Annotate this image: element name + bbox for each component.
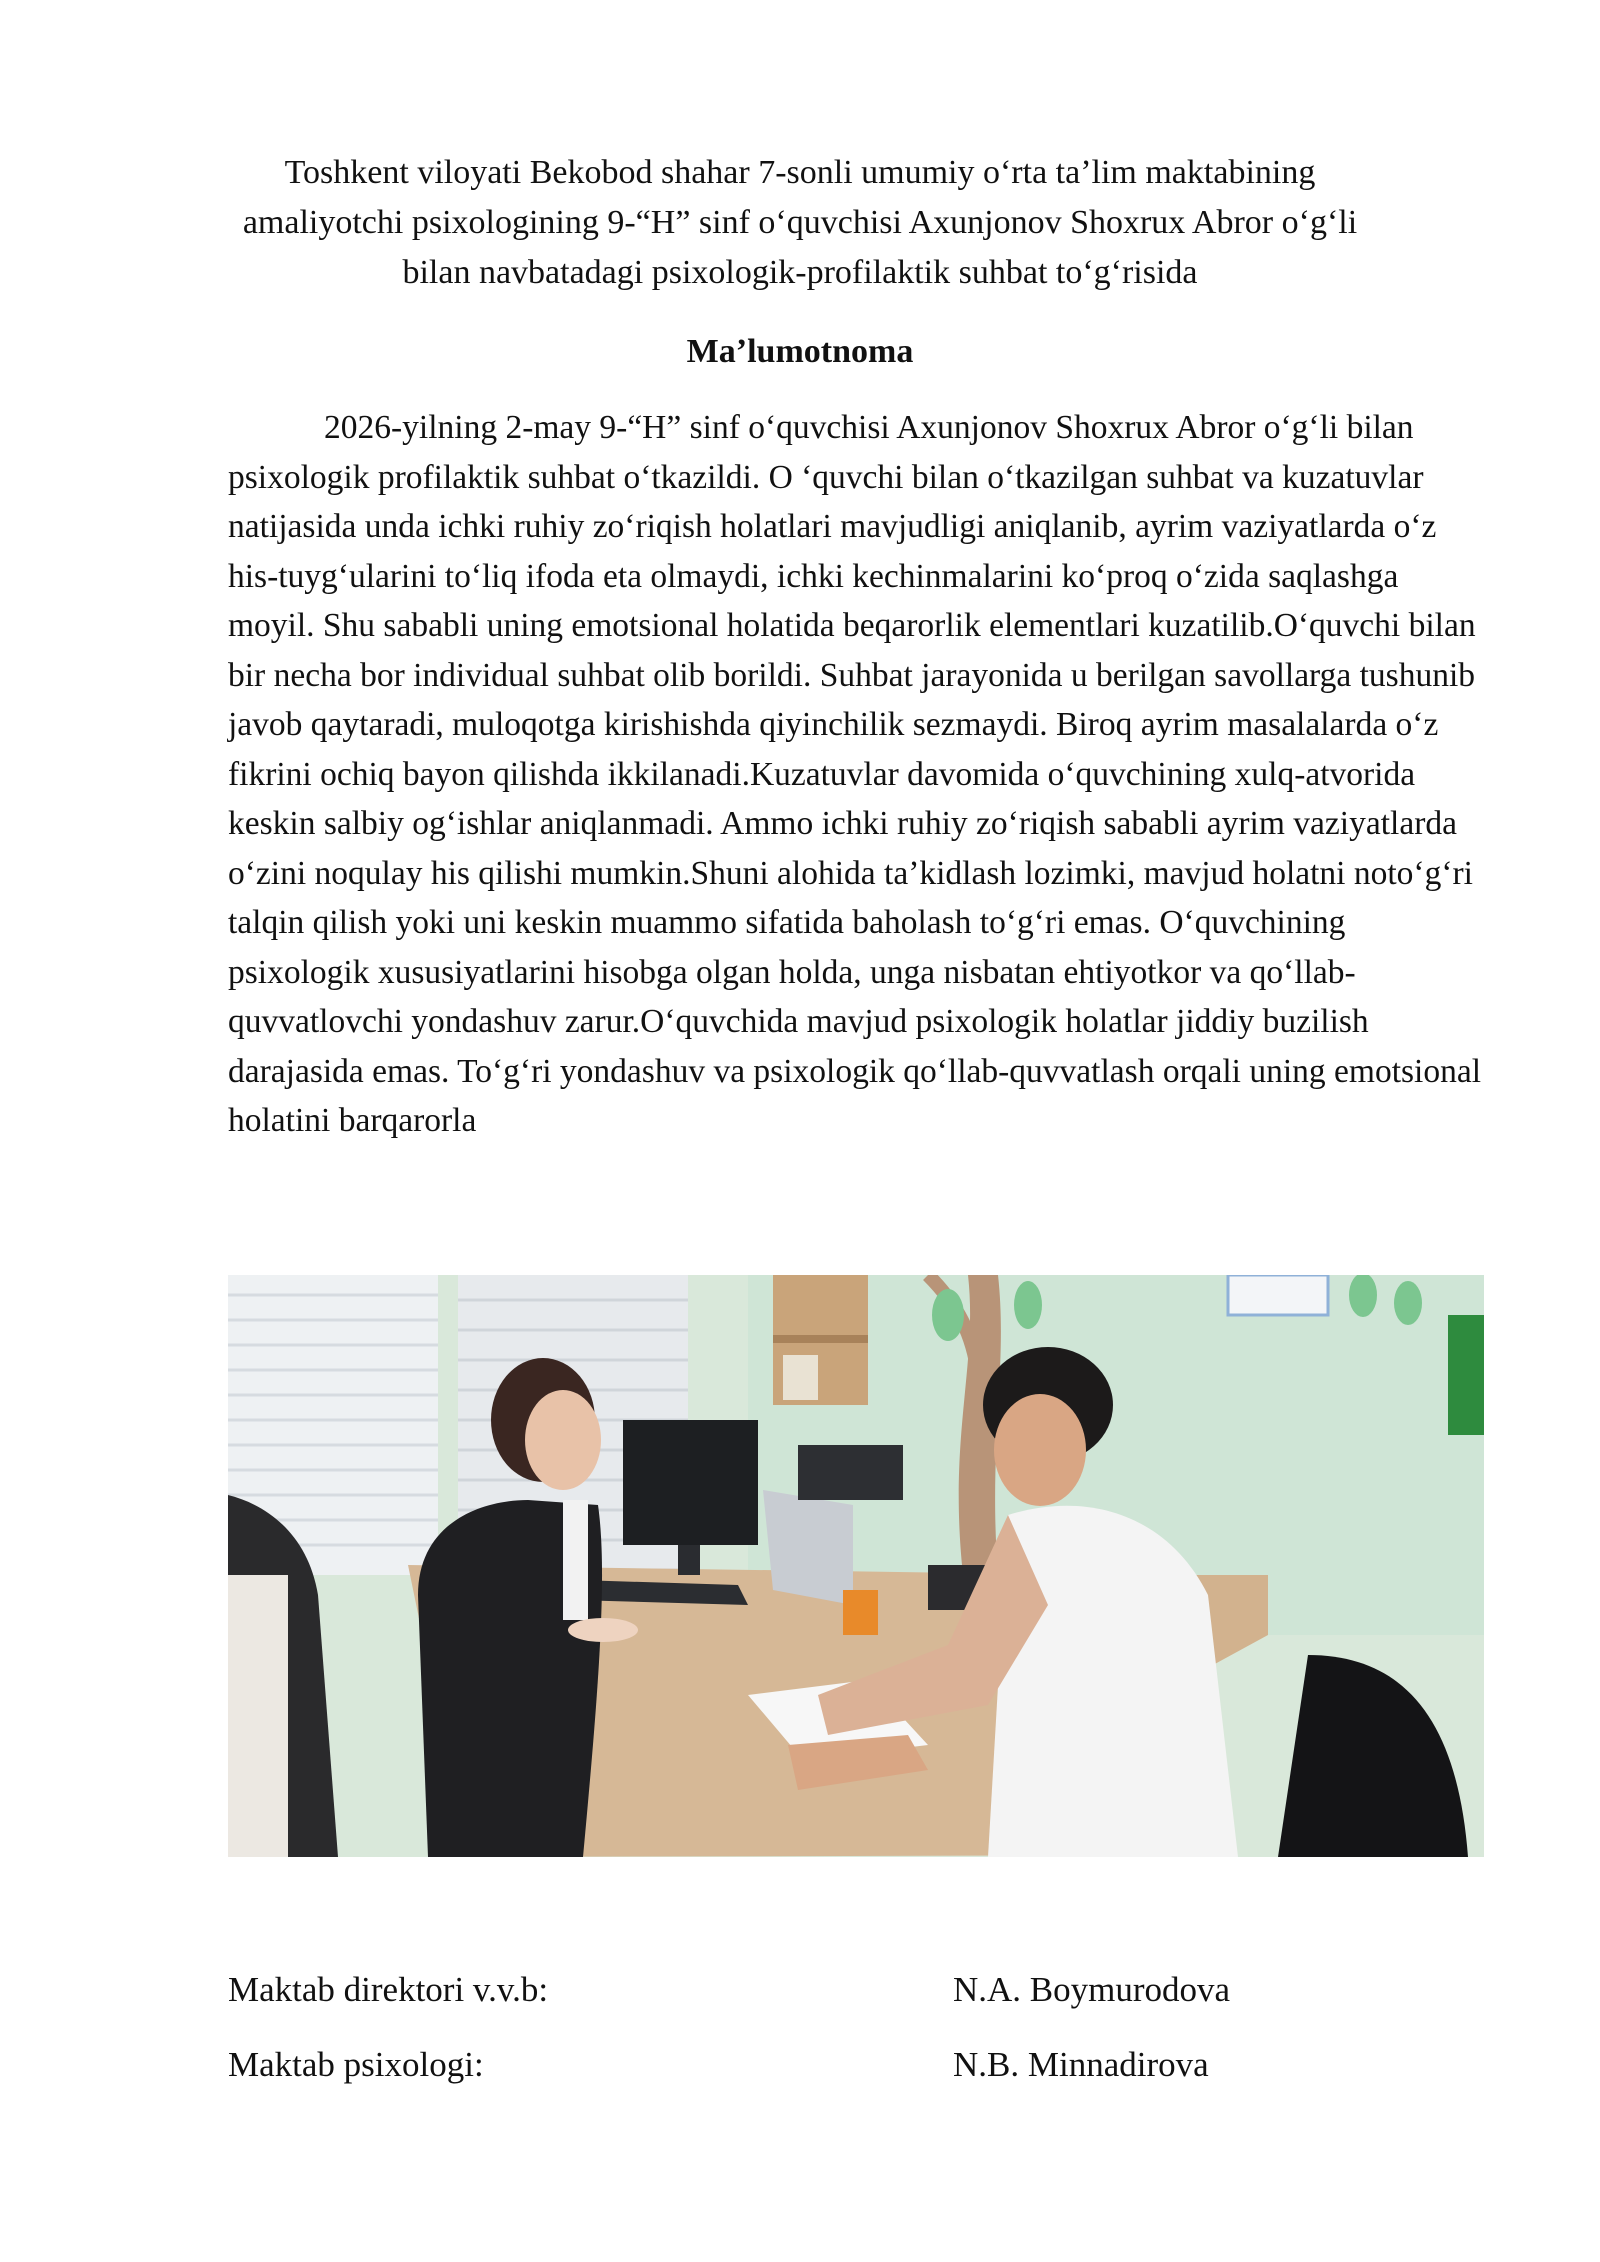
document-title: Maʼlumotnoma bbox=[686, 333, 914, 370]
counseling-photo bbox=[228, 1275, 1484, 1857]
signature-role: Maktab psixologi: bbox=[228, 2045, 484, 2084]
header-line-3: bilan navbatadagi psixologik-profilaktik suhbat toʻgʻrisida bbox=[402, 254, 1198, 291]
signature-name: N.A. Boymurodova bbox=[953, 1970, 1231, 2009]
signature-name: N.B. Minnadirova bbox=[953, 2045, 1209, 2084]
header-line-2: amaliyotchi psixologining 9-“H” sinf oʻquvchisi Axunjonov Shoxrux Abror oʻgʻli bbox=[242, 204, 1358, 241]
document-header bbox=[200, 148, 1400, 298]
header-line-1: Toshkent viloyati Bekobod shahar 7-sonli umumiy oʻrta taʼlim maktabining bbox=[284, 154, 1316, 191]
document-body: 2026-yilning 2-may 9-“H” sinf oʻquvchisi Axunjonov Shoxrux Abror oʻgʻli bilan psixologik profilaktik suhbat oʻtkazildi. O ʻquvchi bilan oʻtkazilgan suhbat va kuzatuvlar natijasida unda ichki ruhiy zoʻriqish holatlari mavjudligi aniqlanib, ayrim vaziyatlarda oʻz his-tuygʻularini toʻliq ifoda eta olmaydi, ichki kechinmalarini koʻproq oʻzida saqlashga moyil. Shu sababli uning emotsional holatida beqarorlik elementlari kuzatilib.Oʻquvchi bilan bir necha bor individual suhbat olib borildi. Suhbat jarayonida u berilgan savollarga tushunib javob qaytaradi, muloqotga kirishishda qiyinchilik sezmaydi. Biroq ayrim masalalarda oʻz fikrini ochiq bayon qilishda ikkilanadi.Kuzatuvlar davomida oʻquvchining xulq-atvorida keskin salbiy ogʻishlar aniqlanmadi. Ammo ichki ruhiy zoʻriqish sababli ayrim vaziyatlarda oʻzini noqulay his qilishi mumkin.Shuni alohida taʼkidlash lozimki, mavjud holatni notoʻgʻri talqin qilish yoki uni keskin muammo sifatida baholash toʻgʻri emas. Oʻquvchining psixologik xususiyatlarini hisobga olgan holda, unga nisbatan ehtiyotkor va qoʻllab-quvvatlovchi yondashuv zarur.Oʻquvchida mavjud psixologik holatlar jiddiy buzilish darajasida emas. Toʻgʻri yondashuv va psixologik qoʻllab-quvvatlash orqali uning emotsional holatini barqarorla bbox=[228, 409, 1482, 1139]
signature-role: Maktab direktori v.v.b: bbox=[228, 1970, 549, 2009]
